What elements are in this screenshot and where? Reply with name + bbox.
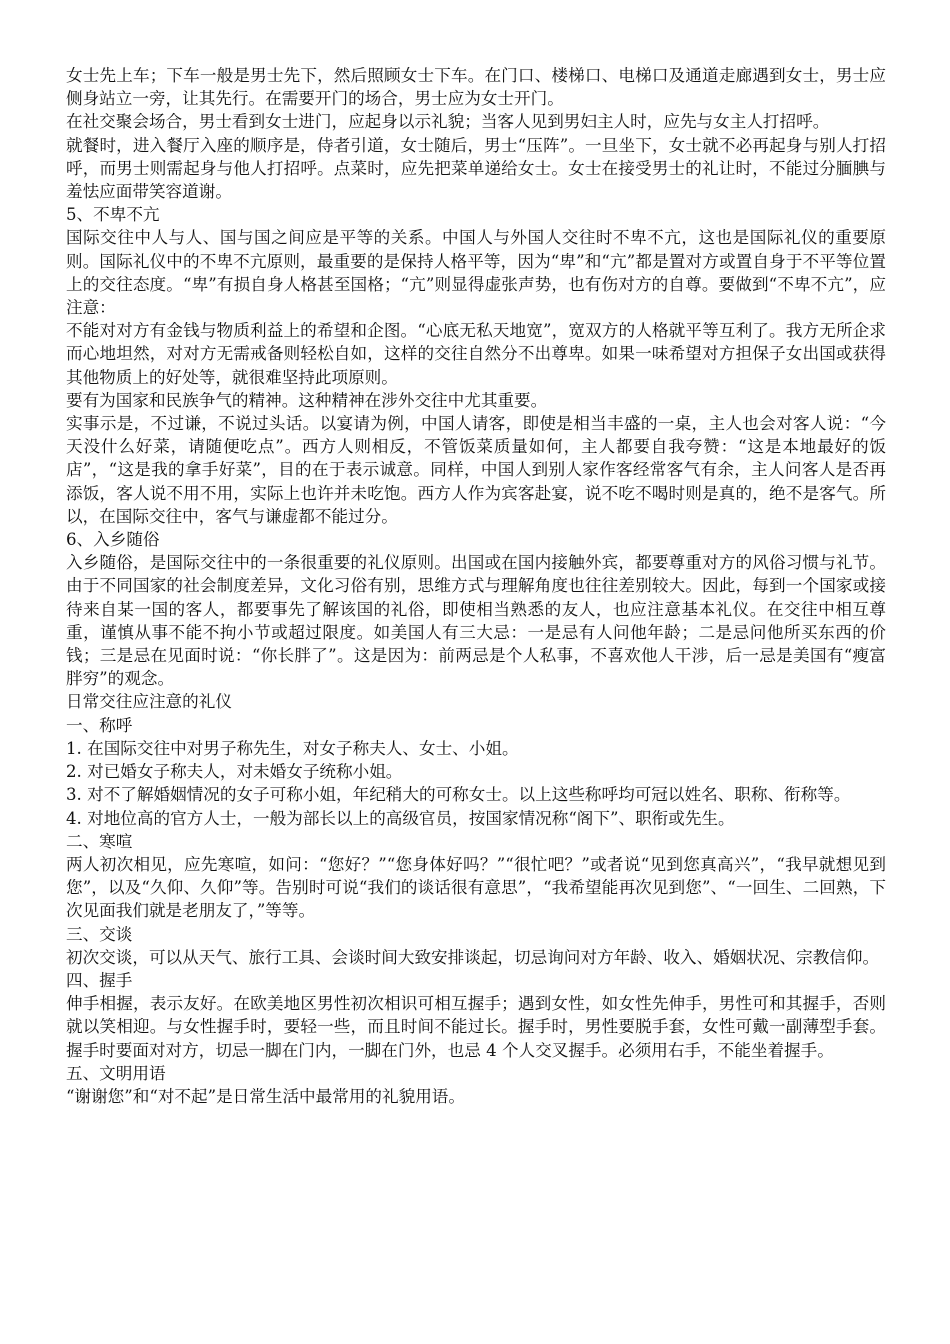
section-heading: 二、寒喧 (66, 831, 133, 851)
section-heading: 四、握手 (66, 970, 133, 990)
body-paragraph: 就餐时，进入餐厅入座的顺序是，侍者引道，女士随后，男士“压阵”。一旦坐下，女士就不必再起身与别人打招呼，而男士则需起身与他人打招呼。点菜时，应先把菜单递给女士。女士在接受男士的礼让时，不能过分腼腆与羞怯应面带笑容道谢。 (66, 135, 886, 202)
body-paragraph: 国际交往中人与人、国与国之间应是平等的关系。中国人与外国人交往时不卑不亢，这也是国际礼仪的重要原则。国际礼仪中的不卑不亢原则，最重要的是保持人格平等，因为“卑”和“亢”都是置对方或置自身于不平等位置上的交往态度。“卑”有损自身人格甚至国格；“亢”则显得虚张声势，也有伤对方的自尊。要做到“不卑不亢”，应注意： (66, 228, 886, 318)
body-paragraph: 入乡随俗，是国际交往中的一条很重要的礼仪原则。出国或在国内接触外宾，都要尊重对方的风俗习惯与礼节。由于不同国家的社会制度差异，文化习俗有别，思维方式与理解角度也往往差别较大。因此，每到一个国家或接待来自某一国的客人，都要事先了解该国的礼俗，即使相当熟悉的友人，也应注意基本礼仪。在交往中相互尊重，谨慎从事不能不拘小节或超过限度。如美国人有三大忌：一是忌有人问他年龄；二是忌问他所买东西的价钱；三是忌在见面时说：“你长胖了”。这是因为：前两忌是个人私事，不喜欢他人干涉，后一忌是美国有“瘦富胖穷”的观念。 (66, 553, 886, 689)
body-paragraph: 两人初次相见，应先寒喧，如问：“您好？”“您身体好吗？”“很忙吧？”或者说“见到您真高兴”，“我早就想见到您”，以及“久仰、久仰”等。告别时可说“我们的谈话很有意思”，“我希望能再次见到您”、“一回生、二回熟，下次见面我们就是老朋友了，”等等。 (66, 854, 886, 921)
list-item: 2. 对已婚女子称夫人，对未婚女子统称小姐。 (66, 762, 403, 782)
section-heading: 五、文明用语 (66, 1063, 166, 1083)
chapter-heading: 日常交往应注意的礼仪 (66, 692, 232, 712)
body-paragraph: 不能对对方有金钱与物质利益上的希望和企图。“心底无私天地宽”，宽双方的人格就平等互利了。我方无所企求而心地坦然，对对方无需戒备则轻松自如，这样的交往自然分不出尊卑。如果一味希望对方担保子女出国或获得其他物质上的好处等，就很难坚持此项原则。 (66, 321, 886, 387)
list-item: 1. 在国际交往中对男子称先生，对女子称夫人、女士、小姐。 (66, 738, 519, 758)
list-item: 3. 对不了解婚姻情况的女子可称小姐，年纪稍大的可称女士。以上这些称呼均可冠以姓名、职称、衔称等。 (66, 785, 851, 805)
body-paragraph: 在社交聚会场合，男士看到女士进门，应起身以示礼貌；当客人见到男妇主人时，应先与女主人打招呼。 (66, 112, 830, 132)
section-heading: 三、交谈 (66, 924, 133, 944)
body-paragraph: “谢谢您”和“对不起”是日常生活中最常用的礼貌用语。 (66, 1086, 465, 1106)
body-paragraph: 伸手相握，表示友好。在欧美地区男性初次相识可相互握手；遇到女性，如女性先伸手，男性可和其握手，否则就以笑相迎。与女性握手时，要轻一些，而且时间不能过长。握手时，男性要脱手套，女性可戴一副薄型手套。握手时要面对对方，切忌一脚在门内，一脚在门外，也忌 4 个人交叉握手。必须用右手，不能坐着握手。 (66, 994, 886, 1060)
section-heading: 一、称呼 (66, 715, 133, 735)
section-heading: 6、入乡随俗 (66, 530, 160, 550)
body-paragraph: 初次交谈，可以从天气、旅行工具、会谈时间大致安排谈起，切忌询问对方年龄、收入、婚姻状况、宗教信仰。 (66, 947, 880, 967)
list-item: 4. 对地位高的官方人士，一般为部长以上的高级官员，按国家情况称“阁下”、职衔或先生。 (66, 808, 735, 828)
body-paragraph: 要有为国家和民族争气的精神。这种精神在涉外交往中尤其重要。 (66, 390, 548, 410)
document-page (66, 64, 886, 1108)
section-heading: 5、不卑不亢 (66, 205, 160, 225)
body-paragraph: 女士先上车；下车一般是男士先下，然后照顾女士下车。在门口、楼梯口、电梯口及通道走廊遇到女士，男士应侧身站立一旁，让其先行。在需要开门的场合，男士应为女士开门。 (66, 66, 886, 109)
body-paragraph: 实事示是，不过谦，不说过头话。以宴请为例，中国人请客，即使是相当丰盛的一桌，主人也会对客人说：“今天没什么好菜，请随便吃点”。西方人则相反，不管饭菜质量如何，主人都要自我夸赞：“这是本地最好的饭店”，“这是我的拿手好菜”，目的在于表示诚意。同样，中国人到别人家作客经常客气有余，主人问客人是否再添饭，客人说不用不用，实际上也许并未吃饱。西方人作为宾客赴宴，说不吃不喝时则是真的，绝不是客气。所以，在国际交往中，客气与谦虚都不能过分。 (66, 414, 886, 526)
